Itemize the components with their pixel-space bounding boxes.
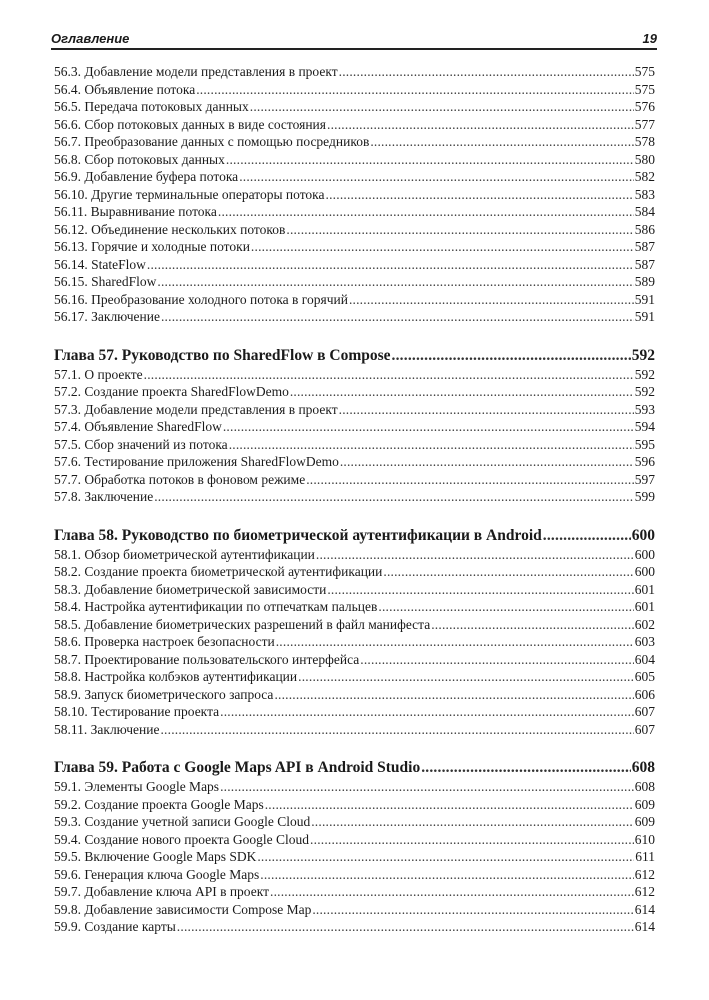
dot-leader xyxy=(257,848,634,866)
page-number: 19 xyxy=(642,31,657,46)
dot-leader xyxy=(370,133,633,151)
chapter-page-number: 600 xyxy=(631,526,655,544)
dot-leader xyxy=(177,918,634,936)
section-title: 58.6. Проверка настроек безопасности xyxy=(54,634,275,649)
toc-entry xyxy=(54,616,655,634)
section-title: 57.6. Тестирование приложения SharedFlowDemo xyxy=(54,454,339,469)
toc-entry xyxy=(54,186,655,204)
chapter-title: Глава 59. Работа с Google Maps API в Android Studio xyxy=(54,759,421,776)
dot-leader xyxy=(339,401,634,419)
dot-leader xyxy=(265,796,634,814)
chapter-heading xyxy=(54,345,655,366)
section-page-number: 577 xyxy=(634,116,655,132)
dot-leader xyxy=(251,238,634,256)
section-title: 58.2. Создание проекта биометрической аутентификации xyxy=(54,564,383,579)
section-page-number: 610 xyxy=(634,831,655,847)
page-header-title: Оглавление xyxy=(51,31,130,46)
table-of-contents xyxy=(54,63,655,936)
dot-leader xyxy=(157,273,633,291)
section-title: 59.1. Элементы Google Maps xyxy=(54,779,220,794)
dot-leader xyxy=(378,598,633,616)
dot-leader xyxy=(392,345,631,366)
section-title: 58.4. Настройка аутентификации по отпечаткам пальцев xyxy=(54,599,378,614)
section-page-number: 591 xyxy=(634,291,655,307)
toc-entry xyxy=(54,668,655,686)
toc-entry xyxy=(54,813,655,831)
section-page-number: 604 xyxy=(634,651,655,667)
section-title: 56.6. Сбор потоковых данных в виде состояния xyxy=(54,116,326,132)
toc-entry xyxy=(54,168,655,186)
chapter-heading xyxy=(54,525,655,546)
section-page-number: 614 xyxy=(634,901,655,917)
toc-entry xyxy=(54,203,655,221)
dot-leader xyxy=(144,366,634,384)
dot-leader xyxy=(161,308,634,326)
toc-entry xyxy=(54,651,655,669)
section-title: 59.8. Добавление зависимости Compose Map xyxy=(54,901,312,917)
section-page-number: 602 xyxy=(634,616,655,632)
toc-entry xyxy=(54,866,655,884)
dot-leader xyxy=(260,866,633,884)
section-page-number: 612 xyxy=(634,866,655,882)
section-page-number: 609 xyxy=(634,796,655,812)
section-page-number: 587 xyxy=(634,256,655,272)
dot-leader xyxy=(270,883,634,901)
dot-leader xyxy=(327,116,634,134)
section-title: 57.7. Обработка потоков в фоновом режиме xyxy=(54,471,306,487)
toc-entry xyxy=(54,633,655,651)
chapter-block xyxy=(54,63,655,326)
dot-leader xyxy=(327,581,633,599)
section-title: 59.4. Создание нового проекта Google Cloud xyxy=(54,831,310,847)
section-page-number: 592 xyxy=(634,384,655,399)
section-title: 56.16. Преобразование холодного потока в горячий xyxy=(54,291,348,307)
section-page-number: 608 xyxy=(634,779,655,794)
section-title: 56.7. Преобразование данных с помощью посредников xyxy=(54,134,370,149)
section-page-number: 612 xyxy=(634,884,655,899)
dot-leader xyxy=(383,563,633,581)
section-page-number: 600 xyxy=(634,546,655,562)
section-page-number: 593 xyxy=(634,401,655,417)
toc-entry xyxy=(54,221,655,239)
dot-leader xyxy=(298,668,634,686)
header-divider xyxy=(51,48,657,50)
dot-leader xyxy=(276,633,634,651)
section-page-number: 596 xyxy=(634,454,655,469)
section-title: 56.3. Добавление модели представления в проект xyxy=(54,64,338,79)
dot-leader xyxy=(220,703,634,721)
section-page-number: 576 xyxy=(634,99,655,114)
section-title: 56.14. StateFlow xyxy=(54,256,146,272)
section-title: 57.3. Добавление модели представления в проект xyxy=(54,401,338,417)
toc-entry xyxy=(54,848,655,866)
section-page-number: 578 xyxy=(634,134,655,149)
section-title: 59.3. Создание учетной записи Google Cloud xyxy=(54,814,311,829)
section-page-number: 606 xyxy=(634,686,655,702)
toc-entry xyxy=(54,546,655,564)
dot-leader xyxy=(147,256,634,274)
section-page-number: 575 xyxy=(634,81,655,97)
section-page-number: 575 xyxy=(634,64,655,79)
toc-entry xyxy=(54,598,655,616)
section-title: 58.11. Заключение xyxy=(54,721,160,737)
section-page-number: 584 xyxy=(634,204,655,219)
section-page-number: 605 xyxy=(634,669,655,684)
toc-entry xyxy=(54,686,655,704)
toc-entry xyxy=(54,98,655,116)
toc-entry xyxy=(54,796,655,814)
toc-entry xyxy=(54,581,655,599)
toc-entry xyxy=(54,81,655,99)
section-page-number: 591 xyxy=(634,309,655,324)
dot-leader xyxy=(196,81,634,99)
dot-leader xyxy=(223,418,634,436)
dot-leader xyxy=(306,471,634,489)
page-header xyxy=(51,26,657,46)
section-title: 58.7. Проектирование пользовательского интерфейса xyxy=(54,651,360,667)
section-title: 56.13. Горячие и холодные потоки xyxy=(54,239,250,254)
section-title: 56.5. Передача потоковых данных xyxy=(54,99,249,114)
chapter-page-number: 592 xyxy=(631,346,655,364)
toc-entry xyxy=(54,273,655,291)
dot-leader xyxy=(154,488,634,506)
dot-leader xyxy=(218,203,634,221)
dot-leader xyxy=(421,757,631,778)
toc-entry xyxy=(54,63,655,81)
section-title: 56.8. Сбор потоковых данных xyxy=(54,151,225,167)
section-page-number: 583 xyxy=(634,186,655,202)
dot-leader xyxy=(229,436,634,454)
section-page-number: 586 xyxy=(634,221,655,237)
chapter-block xyxy=(54,757,655,936)
section-title: 58.8. Настройка колбэков аутентификации xyxy=(54,669,298,684)
toc-entry xyxy=(54,918,655,936)
chapter-title: Глава 58. Руководство по биометрической аутентификации в Android xyxy=(54,526,542,544)
dot-leader xyxy=(339,63,634,81)
section-page-number: 601 xyxy=(634,581,655,597)
chapter-heading xyxy=(54,757,655,778)
toc-entry xyxy=(54,471,655,489)
dot-leader xyxy=(349,291,634,309)
section-title: 59.2. Создание проекта Google Maps xyxy=(54,796,264,812)
toc-entry xyxy=(54,703,655,721)
toc-entry xyxy=(54,436,655,454)
toc-entry xyxy=(54,238,655,256)
dot-leader xyxy=(226,151,634,169)
toc-entry xyxy=(54,308,655,326)
section-title: 58.9. Запуск биометрического запроса xyxy=(54,686,274,702)
section-page-number: 609 xyxy=(634,814,655,829)
toc-entry xyxy=(54,401,655,419)
toc-entry xyxy=(54,116,655,134)
toc-entry xyxy=(54,291,655,309)
section-title: 58.10. Тестирование проекта xyxy=(54,704,220,719)
dot-leader xyxy=(250,98,634,116)
toc-entry xyxy=(54,418,655,436)
toc-entry xyxy=(54,366,655,384)
toc-entry xyxy=(54,901,655,919)
section-page-number: 587 xyxy=(634,239,655,254)
dot-leader xyxy=(160,721,633,739)
section-page-number: 580 xyxy=(634,151,655,167)
toc-entry xyxy=(54,133,655,151)
section-page-number: 607 xyxy=(634,721,655,737)
section-page-number: 603 xyxy=(634,634,655,649)
toc-entry xyxy=(54,721,655,739)
toc-entry xyxy=(54,453,655,471)
chapter-title: Глава 57. Руководство по SharedFlow в Compose xyxy=(54,346,391,364)
section-page-number: 582 xyxy=(634,169,655,184)
chapter-block xyxy=(54,525,655,739)
chapter-block xyxy=(54,345,655,506)
toc-entry xyxy=(54,488,655,506)
section-page-number: 594 xyxy=(634,419,655,434)
dot-leader xyxy=(290,383,634,401)
section-title: 57.8. Заключение xyxy=(54,489,154,504)
toc-entry xyxy=(54,778,655,796)
section-title: 56.15. SharedFlow xyxy=(54,274,157,289)
dot-leader xyxy=(431,616,634,634)
section-page-number: 607 xyxy=(634,704,655,719)
section-page-number: 595 xyxy=(634,436,655,452)
toc-entry xyxy=(54,383,655,401)
toc-entry xyxy=(54,151,655,169)
dot-leader xyxy=(326,186,634,204)
toc-entry xyxy=(54,563,655,581)
dot-leader xyxy=(360,651,633,669)
dot-leader xyxy=(220,778,634,796)
section-page-number: 601 xyxy=(634,599,655,614)
section-page-number: 599 xyxy=(634,489,655,504)
dot-leader xyxy=(274,686,633,704)
section-title: 56.11. Выравнивание потока xyxy=(54,204,217,219)
toc-entry xyxy=(54,256,655,274)
chapter-page-number: 608 xyxy=(631,759,655,776)
section-title: 59.6. Генерация ключа Google Maps xyxy=(54,866,260,882)
section-page-number: 592 xyxy=(634,366,655,382)
dot-leader xyxy=(340,453,634,471)
toc-entry xyxy=(54,831,655,849)
section-title: 59.5. Включение Google Maps SDK xyxy=(54,849,257,864)
section-page-number: 600 xyxy=(634,564,655,579)
section-title: 56.12. Объединение нескольких потоков xyxy=(54,221,286,237)
section-title: 57.2. Создание проекта SharedFlowDemo xyxy=(54,384,289,399)
section-title: 57.4. Объявление SharedFlow xyxy=(54,419,222,434)
section-page-number: 589 xyxy=(634,274,655,289)
dot-leader xyxy=(316,546,634,564)
section-page-number: 597 xyxy=(634,471,655,487)
section-title: 57.1. О проекте xyxy=(54,366,143,382)
section-title: 56.10. Другие терминальные операторы потока xyxy=(54,186,325,202)
section-title: 56.9. Добавление буфера потока xyxy=(54,169,239,184)
dot-leader xyxy=(312,901,633,919)
section-title: 59.7. Добавление ключа API в проект xyxy=(54,884,269,899)
dot-leader xyxy=(239,168,634,186)
toc-entry xyxy=(54,883,655,901)
section-title: 58.5. Добавление биометрических разрешений в файл манифеста xyxy=(54,616,431,632)
section-title: 57.5. Сбор значений из потока xyxy=(54,436,228,452)
section-title: 59.9. Создание карты xyxy=(54,919,176,934)
section-page-number: 611 xyxy=(635,849,655,864)
dot-leader xyxy=(543,525,631,546)
section-title: 56.4. Объявление потока xyxy=(54,81,196,97)
dot-leader xyxy=(286,221,633,239)
section-title: 58.3. Добавление биометрической зависимости xyxy=(54,581,327,597)
section-page-number: 614 xyxy=(634,919,655,934)
dot-leader xyxy=(310,831,634,849)
dot-leader xyxy=(311,813,634,831)
section-title: 58.1. Обзор биометрической аутентификации xyxy=(54,546,315,562)
section-title: 56.17. Заключение xyxy=(54,309,160,324)
